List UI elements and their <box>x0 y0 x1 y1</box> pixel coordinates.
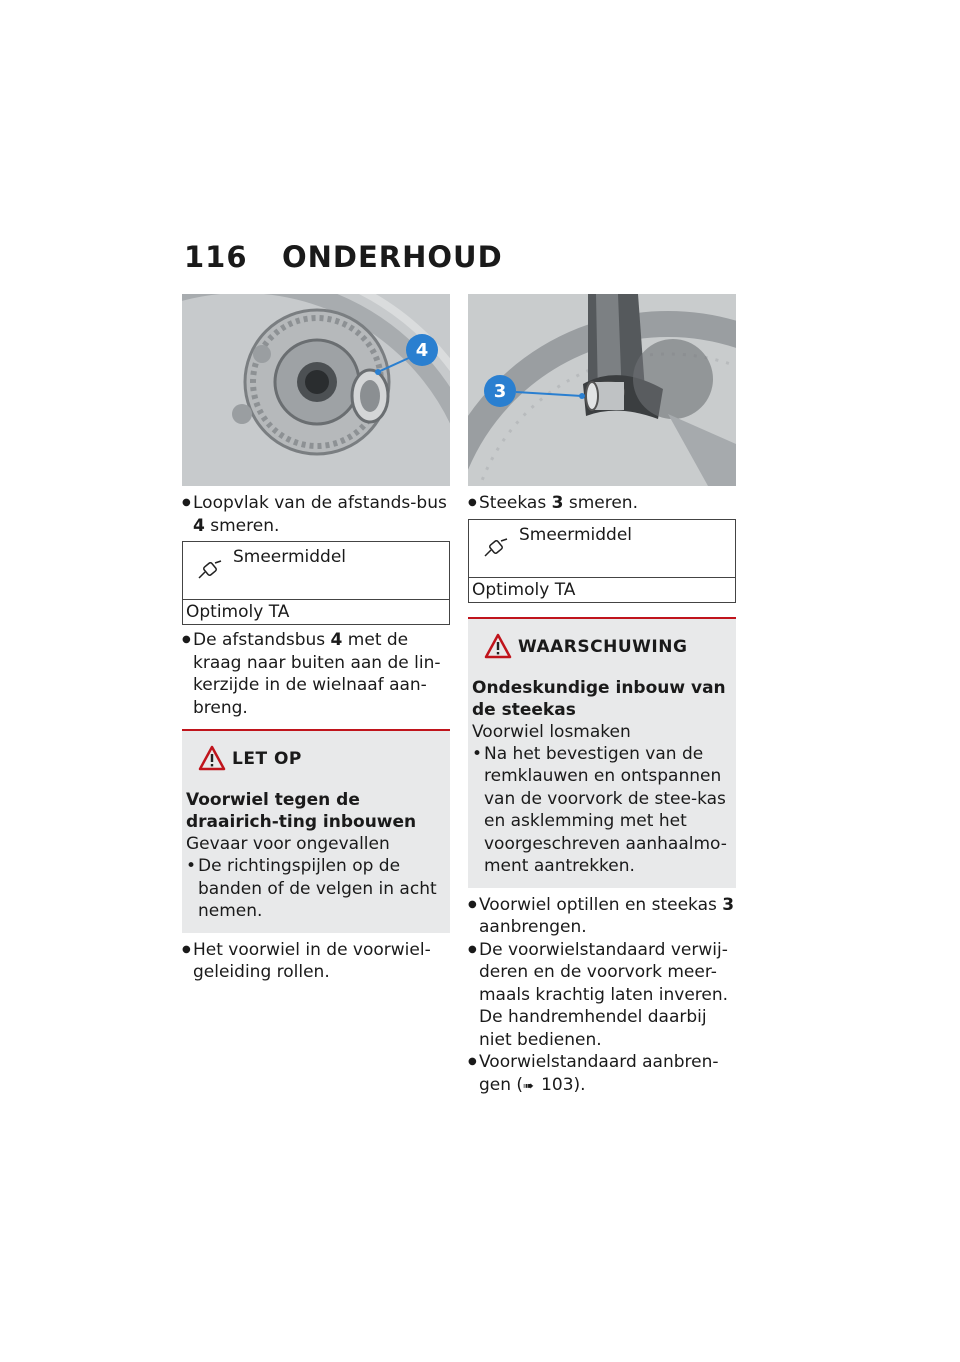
list-item: ● Loopvlak van de afstands-bus 4 smeren. <box>182 492 450 537</box>
lubricant-title: Smeermiddel <box>233 547 347 567</box>
lubricant-title: Smeermiddel <box>519 524 633 545</box>
wheel-hub-illustration <box>182 294 450 486</box>
notice-subhead: Ondeskundige inbouw van de steekas <box>472 677 726 720</box>
notice-label: LET OP <box>232 749 302 769</box>
notice-instruction: • Na het bevestigen van de remklauwen en ontspannen van de voorvork de stee-kas en asklemming met het voorgeschreven aanhaalmo-ment aantrekken. <box>472 743 732 878</box>
figure-callout-label: 4 <box>415 340 429 361</box>
lubricant-value: Optimoly TA <box>183 599 449 624</box>
list-item: ● De afstandsbus 4 met de kraag naar buiten aan de lin-kerzijde in de wielnaaf aan-breng. <box>182 629 450 719</box>
notice-instruction: • De richtingspijlen op de banden of de velgen in acht nemen. <box>186 855 446 923</box>
list-item: ● Voorwielstandaard aanbren-gen (➠ 103). <box>468 1051 736 1098</box>
warning-triangle-icon <box>198 745 226 775</box>
page-header <box>184 240 744 284</box>
page-reference-link[interactable]: 103 <box>541 1074 574 1095</box>
grease-gun-icon <box>197 560 223 584</box>
warning-notice <box>468 617 736 888</box>
notice-label: WAARSCHUWING <box>518 636 688 657</box>
page-number: 116 <box>184 240 248 274</box>
lubricant-box <box>468 519 736 603</box>
warning-triangle-icon <box>484 633 512 663</box>
figure-callout-label: 3 <box>493 381 507 402</box>
fork-axle-illustration <box>468 294 736 486</box>
grease-gun-icon <box>483 538 509 562</box>
notice-line: Gevaar voor ongevallen <box>186 834 390 854</box>
notice-line: Voorwiel losmaken <box>472 721 631 742</box>
list-item: ● De voorwielstandaard verwij-deren en de voorvork meer-maals krachtig laten inveren. De handremhendel daarbij niet bedienen. <box>468 939 736 1052</box>
list-item: ● Voorwiel optillen en steekas 3 aanbrengen. <box>468 894 736 939</box>
list-item: ● Steekas 3 smeren. <box>468 492 736 515</box>
lubricant-box <box>182 541 450 625</box>
figure-wheel-hub-spacer <box>182 294 450 486</box>
arrow-right-icon: ➠ <box>523 1078 534 1094</box>
right-column <box>468 294 736 1098</box>
lubricant-value: Optimoly TA <box>469 577 735 602</box>
list-item: ● Het voorwiel in de voorwiel-geleiding rollen. <box>182 939 450 984</box>
section-title: ONDERHOUD <box>282 240 503 274</box>
notice-subhead: Voorwiel tegen de draairich-ting inbouwen <box>186 790 417 832</box>
left-column <box>182 294 450 984</box>
figure-fork-axle <box>468 294 736 486</box>
caution-notice <box>182 729 450 933</box>
